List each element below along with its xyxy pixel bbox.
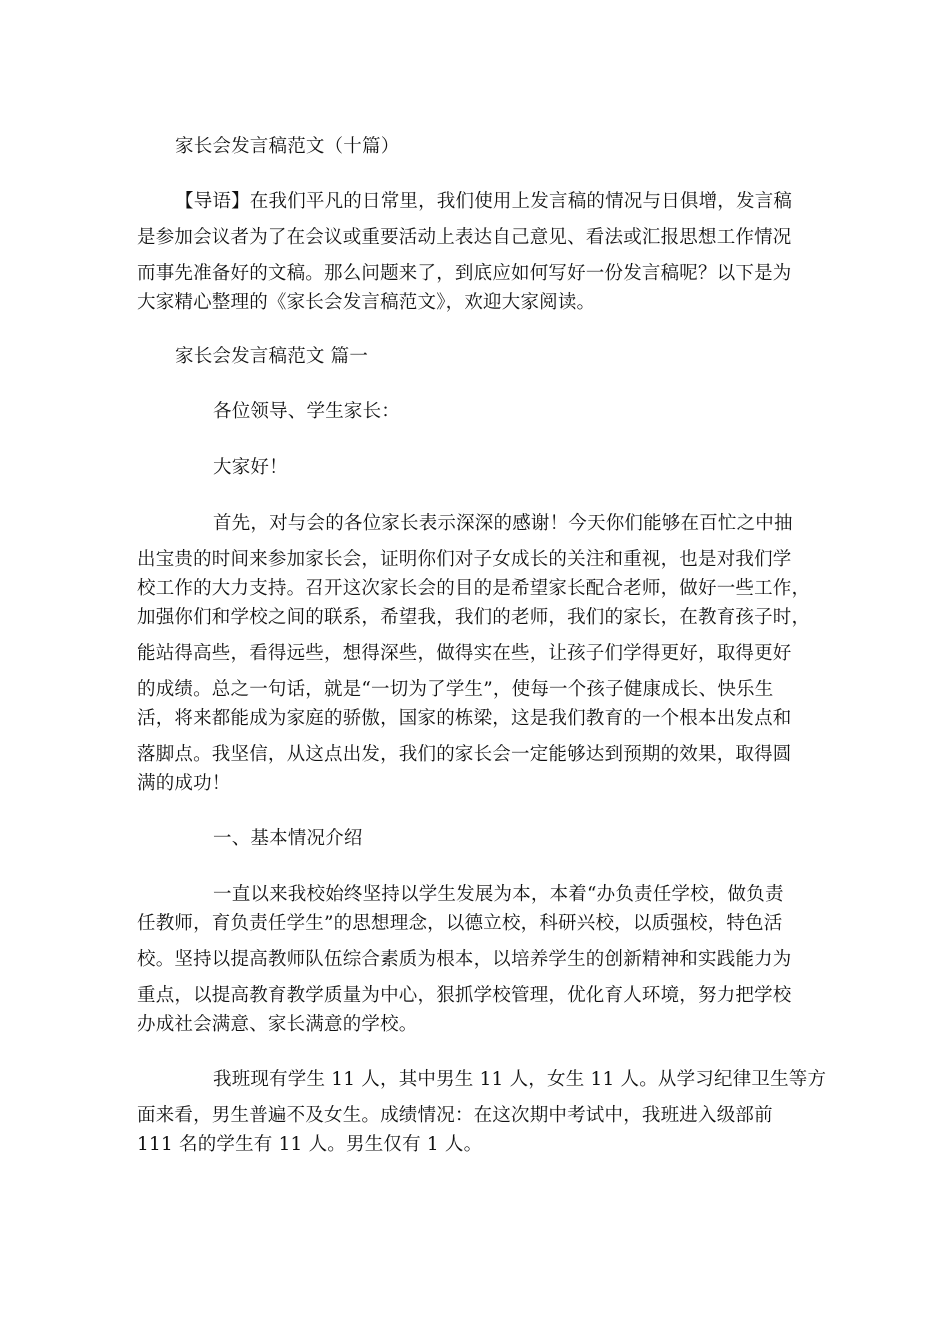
greeting: 大家好！ — [213, 457, 288, 478]
para2-line-2: 任教师，育负责任学生”的思想理念，以德立校，科研兴校，以质强校，特色活 — [137, 913, 783, 934]
document-title: 家长会发言稿范文（十篇） — [175, 136, 400, 157]
salutation: 各位领导、学生家长： — [213, 401, 401, 422]
para1-line-9: 满的成功！ — [137, 773, 231, 794]
intro-line-3: 而事先准备好的文稿。那么问题来了，到底应如何写好一份发言稿呢？以下是为 — [137, 263, 792, 284]
para1-line-1: 首先，对与会的各位家长表示深深的感谢！今天你们能够在百忙之中抽 — [213, 513, 793, 534]
para3-line-3: 111 名的学生有 11 人。男生仅有 1 人。 — [137, 1134, 483, 1155]
section-title: 家长会发言稿范文 篇一 — [175, 346, 369, 367]
para1-line-8: 落脚点。我坚信，从这点出发，我们的家长会一定能够达到预期的效果，取得圆 — [137, 744, 792, 765]
para2-line-3: 校。坚持以提高教师队伍综合素质为根本，以培养学生的创新精神和实践能力为 — [137, 949, 792, 970]
para1-line-6: 的成绩。总之一句话，就是“一切为了学生”，使每一个孩子健康成长、快乐生 — [137, 679, 774, 700]
para2-line-5: 办成社会满意、家长满意的学校。 — [137, 1014, 418, 1035]
para1-line-2: 出宝贵的时间来参加家长会，证明你们对子女成长的关注和重视，也是对我们学 — [137, 549, 792, 570]
intro-line-4: 大家精心整理的《家长会发言稿范文》，欢迎大家阅读。 — [137, 292, 596, 313]
para3-line-2: 面来看，男生普遍不及女生。成绩情况：在这次期中考试中，我班进入级部前 — [137, 1105, 773, 1126]
intro-line-1: 【导语】在我们平凡的日常里，我们使用上发言稿的情况与日俱增，发言稿 — [175, 191, 793, 212]
para1-line-3: 校工作的大力支持。召开这次家长会的目的是希望家长配合老师，做好一些工作， — [137, 578, 811, 599]
para1-line-7: 活，将来都能成为家庭的骄傲，国家的栋梁，这是我们教育的一个根本出发点和 — [137, 708, 792, 729]
para1-line-5: 能站得高些，看得远些，想得深些，做得实在些，让孩子们学得更好，取得更好 — [137, 643, 792, 664]
para2-line-4: 重点，以提高教育教学质量为中心，狠抓学校管理，优化育人环境，努力把学校 — [137, 985, 792, 1006]
para2-line-1: 一直以来我校始终坚持以学生发展为本，本着“办负责任学校，做负责 — [213, 884, 784, 905]
para1-line-4: 加强你们和学校之间的联系，希望我，我们的老师，我们的家长，在教育孩子时， — [137, 607, 811, 628]
para3-line-1: 我班现有学生 11 人，其中男生 11 人，女生 11 人。从学习纪律卫生等方 — [213, 1069, 827, 1090]
heading-basic-info: 一、基本情况介绍 — [213, 828, 363, 849]
intro-line-2: 是参加会议者为了在会议或重要活动上表达自己意见、看法或汇报思想工作情况 — [137, 227, 792, 248]
